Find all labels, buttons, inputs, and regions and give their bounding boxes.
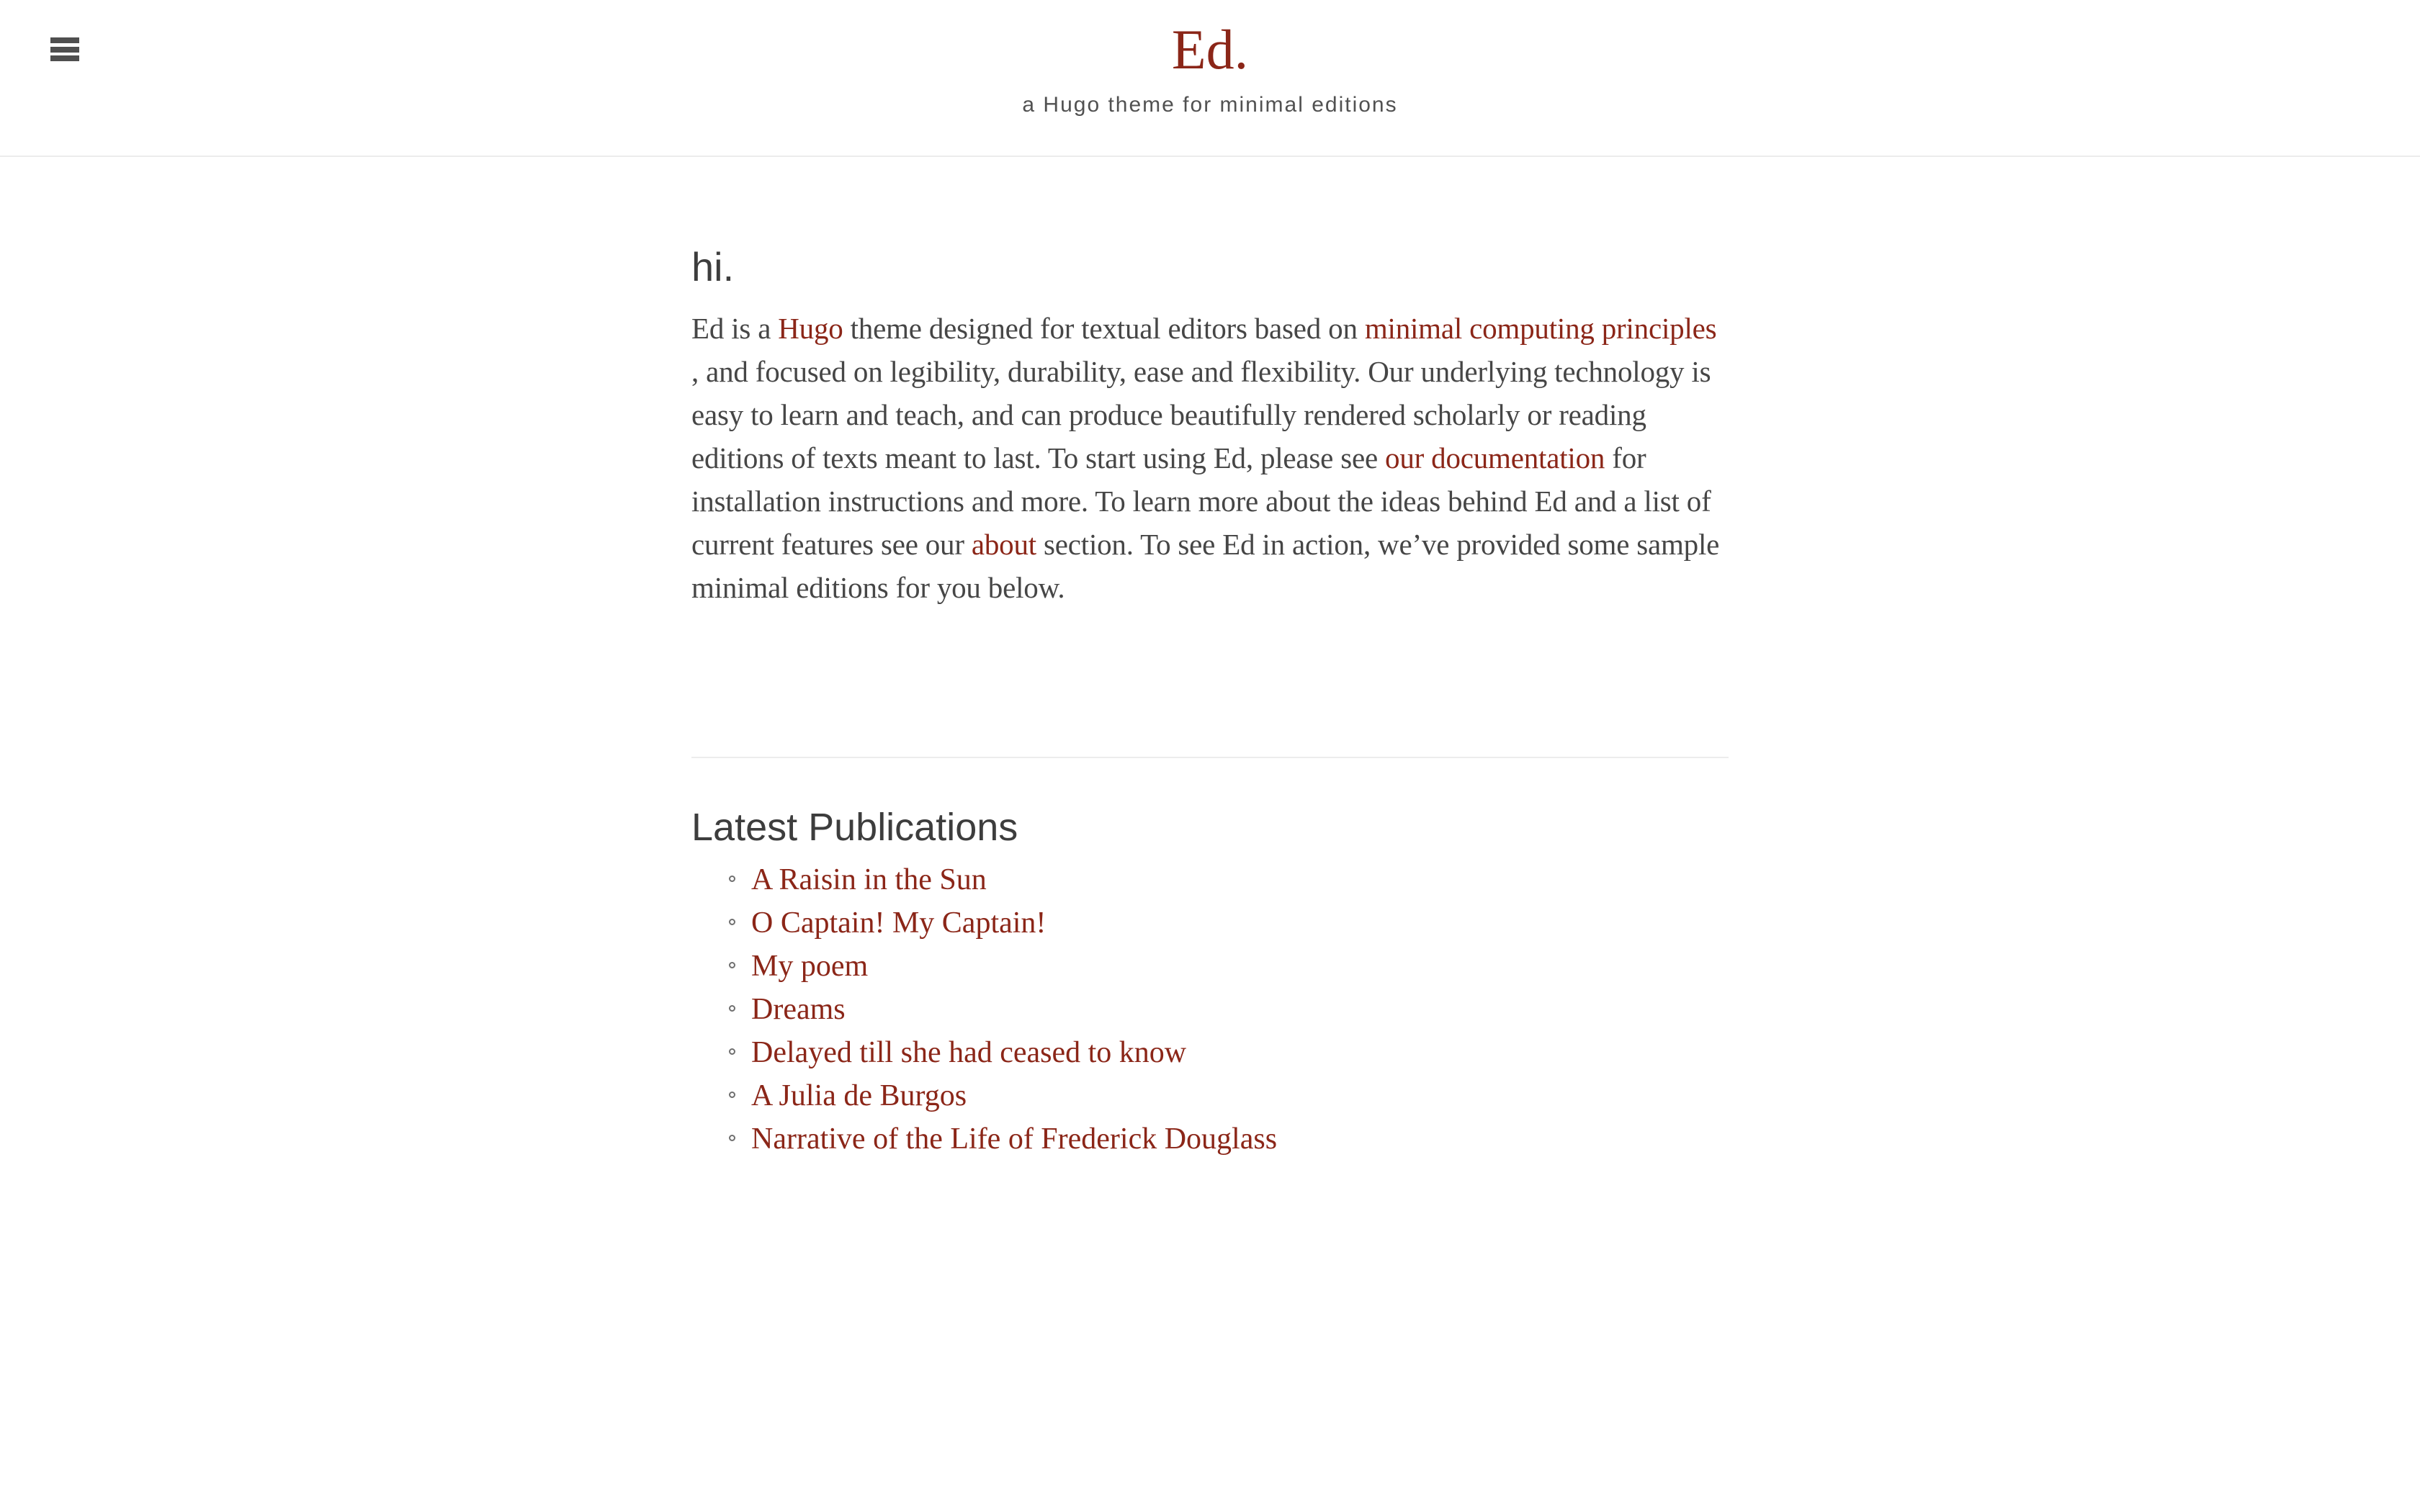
intro-link-our-documentation[interactable]: our documentation [1385,441,1605,474]
site-title[interactable]: Ed. [1171,18,1249,81]
publication-link-dreams[interactable]: Dreams [751,993,846,1026]
site-subtitle: a Hugo theme for minimal editions [1022,93,1398,117]
publication-item [691,988,1729,1031]
intro-text: for installation instructions and more. To learn more about the ideas behind Ed and a list of current features see our [691,441,1711,561]
greeting-heading: hi. [691,244,735,289]
circle-bullet-icon [729,962,735,968]
intro-text: section. To see Ed in action, we’ve provided some sample minimal editions for you below. [691,528,1720,604]
publication-item [691,858,1729,901]
publication-link-narrative-of-the-life-of-frederick-douglass[interactable]: Narrative of the Life of Frederick Douglass [751,1122,1278,1156]
publication-item [691,945,1729,988]
intro-link-minimal-computing-principles[interactable]: minimal computing principles [1364,312,1717,345]
publication-link-a-julia-de-burgos[interactable]: A Julia de Burgos [751,1079,967,1112]
intro-text: Ed is a [691,312,779,345]
intro-link-about[interactable]: about [971,528,1036,561]
circle-bullet-icon [729,1005,735,1012]
publications-list [691,858,1729,1161]
publication-link-o-captain-my-captain[interactable]: O Captain! My Captain! [751,906,1047,940]
hamburger-icon [50,37,79,61]
publication-link-a-raisin-in-the-sun[interactable]: A Raisin in the Sun [751,863,987,896]
section-divider [691,757,1729,758]
circle-bullet-icon [729,1092,735,1098]
circle-bullet-icon [729,876,735,882]
publication-link-my-poem[interactable]: My poem [751,950,869,983]
intro-text: theme designed for textual editors based on [843,312,1365,345]
circle-bullet-icon [729,1135,735,1141]
site-header [0,0,2420,157]
publication-item [691,901,1729,945]
circle-bullet-icon [729,1048,735,1055]
publication-item [691,1074,1729,1117]
intro-link-hugo[interactable]: Hugo [778,312,843,345]
menu-button[interactable] [50,37,79,61]
publication-link-delayed-till-she-had-ceased-to-know[interactable]: Delayed till she had ceased to know [751,1036,1187,1069]
latest-publications-section [691,804,1729,1161]
publication-item [691,1031,1729,1074]
circle-bullet-icon [729,919,735,925]
content-column [691,246,1729,1161]
publications-heading: Latest Publications [691,806,1018,849]
intro-paragraph [691,307,1729,609]
intro-text: , and focused on legibility, durability, ease and flexibility. Our underlying technology is easy to learn and teach, and can produce beautifully rendered scholarly or reading editions of texts meant to last. To start using Ed, please see [691,355,1711,474]
publication-item [691,1117,1729,1161]
